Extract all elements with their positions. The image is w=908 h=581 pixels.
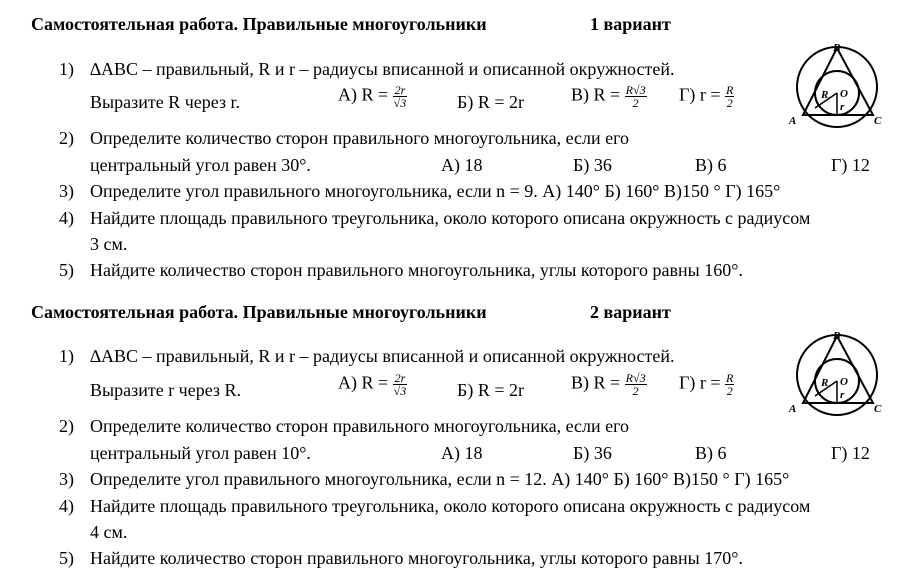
option-d-prefix: Г) r =	[679, 372, 721, 393]
option-c	[571, 84, 647, 109]
question-1-text: ∆ABC – правильный, R и r – радиусы вписанной и описанной окружностей.	[90, 59, 675, 79]
option-d	[679, 372, 734, 397]
option-d-prefix: Г) r =	[679, 84, 721, 105]
option-d	[679, 84, 734, 109]
center-label-o: O	[840, 88, 848, 100]
question-number: 5)	[59, 548, 74, 568]
question-number: 4)	[59, 496, 74, 516]
vertex-label-a: A	[789, 403, 797, 415]
option-a-prefix: А) R =	[338, 84, 389, 105]
triangle-circle-figure	[785, 40, 885, 130]
question-4-text-cont: 3 см.	[90, 234, 128, 254]
numerator: R	[726, 371, 734, 385]
numerator: 2r	[394, 83, 406, 97]
question-3-text: Определите угол правильного многоугольника, если n = 9. А) 140° Б) 160° В)150 ° Г) 165°	[90, 181, 781, 201]
denominator: 2	[726, 384, 733, 398]
option-b: Б) R = 2r	[457, 92, 524, 112]
question-1-prompt: Выразите R через r.	[90, 92, 241, 112]
option-a	[338, 84, 407, 109]
fraction	[625, 84, 647, 109]
question-5-text: Найдите количество сторон правильного многоугольника, углы которого равны 160°.	[90, 260, 743, 280]
vertex-label-b: B	[833, 42, 841, 54]
radius-label-big: R	[821, 377, 829, 389]
question-number: 1)	[59, 59, 74, 79]
question-5-text: Найдите количество сторон правильного многоугольника, углы которого равны 170°.	[90, 548, 743, 568]
option-a: А) 18	[441, 155, 483, 175]
variant-title: Самостоятельная работа. Правильные многоугольники	[31, 14, 487, 34]
radius-label-big: R	[821, 89, 829, 101]
numerator: 2r	[394, 371, 406, 385]
question-number: 1)	[59, 346, 74, 366]
question-4-text: Найдите площадь правильного треугольника, около которого описана окружность с радиусом	[90, 208, 811, 228]
option-b: Б) 36	[573, 155, 612, 175]
question-number: 3)	[59, 181, 74, 201]
question-2-text: Определите количество сторон правильного многоугольника, если его	[90, 416, 630, 436]
variant-title: Самостоятельная работа. Правильные многоугольники	[31, 302, 487, 322]
question-number: 2)	[59, 416, 74, 436]
vertex-label-c: C	[874, 403, 882, 415]
option-a	[338, 372, 407, 397]
option-c: В) 6	[695, 155, 727, 175]
question-number: 5)	[59, 260, 74, 280]
denominator: 2	[632, 384, 639, 398]
question-2-text-cont: центральный угол равен 10°.	[90, 443, 311, 463]
radius-label-small: r	[840, 101, 845, 113]
variant-label: 1 вариант	[590, 14, 671, 34]
question-2-text: Определите количество сторон правильного многоугольника, если его	[90, 128, 630, 148]
option-a-prefix: А) R =	[338, 372, 389, 393]
variant-label: 2 вариант	[590, 302, 671, 322]
option-a: А) 18	[441, 443, 483, 463]
numerator: R	[726, 83, 734, 97]
numerator: R√3	[625, 371, 646, 385]
fraction	[393, 372, 408, 397]
denominator: 2	[632, 96, 639, 110]
question-number: 3)	[59, 469, 74, 489]
question-4-text-cont: 4 см.	[90, 522, 128, 542]
vertex-label-a: A	[789, 115, 797, 127]
fraction	[625, 372, 647, 397]
option-c: В) 6	[695, 443, 727, 463]
question-1-prompt: Выразите r через R.	[90, 380, 242, 400]
denominator: √3	[393, 384, 407, 398]
question-number: 2)	[59, 128, 74, 148]
option-b: Б) 36	[573, 443, 612, 463]
question-4-text: Найдите площадь правильного треугольника, около которого описана окружность с радиусом	[90, 496, 811, 516]
numerator: R√3	[625, 83, 646, 97]
fraction	[725, 372, 734, 397]
denominator: 2	[726, 96, 733, 110]
vertex-label-c: C	[874, 115, 882, 127]
fraction	[393, 84, 408, 109]
option-d: Г) 12	[831, 155, 870, 175]
question-1-text: ∆ABC – правильный, R и r – радиусы вписанной и описанной окружностей.	[90, 346, 675, 366]
question-number: 4)	[59, 208, 74, 228]
denominator: √3	[393, 96, 407, 110]
question-3-text: Определите угол правильного многоугольника, если n = 12. А) 140° Б) 160° В)150 ° Г) 165°	[90, 469, 790, 489]
vertex-label-b: B	[833, 330, 841, 342]
option-b: Б) R = 2r	[457, 380, 524, 400]
option-c-prefix: В) R =	[571, 84, 621, 105]
option-c-prefix: В) R =	[571, 372, 621, 393]
question-2-text-cont: центральный угол равен 30°.	[90, 155, 311, 175]
option-c	[571, 372, 647, 397]
option-d: Г) 12	[831, 443, 870, 463]
radius-label-small: r	[840, 389, 845, 401]
triangle-circle-figure	[785, 328, 885, 418]
fraction	[725, 84, 734, 109]
center-label-o: O	[840, 376, 848, 388]
